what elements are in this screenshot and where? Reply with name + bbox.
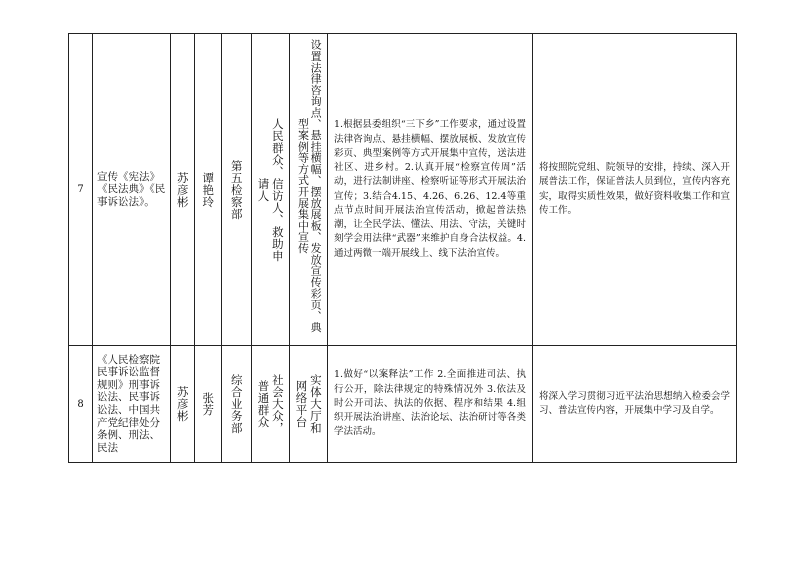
method-text: 实体大厅和网络平台: [294, 374, 323, 434]
method-text: 设置法律咨询点、悬挂横幅、摆放展板、发放宣传彩页、典型案例等方式开展集中宣传: [296, 39, 323, 333]
measures-cell: 将按照院党组、院领导的安排，持续、深入开展普法工作，保证普法人员到位，宣传内容充实，取得实质性效果，做好资料收集工作和宣传工作。: [533, 34, 737, 346]
target-cell: [252, 346, 290, 463]
method-cell: [290, 346, 328, 463]
plan-cell: 1.做好“以案释法”工作 2.全面推进司法、执行公开，除法律规定的特殊情况外 3.依法及时公开司法、执法的依据、程序和结果 4.组织开展法治讲座、法治论坛、法治研讨等各类学法活动。: [328, 346, 533, 463]
target-audience: 人民群众、信访人、救助申请人: [256, 117, 285, 262]
leader-name: 苏彦彬: [175, 171, 190, 208]
row-number: 8: [69, 346, 93, 463]
law-publicity-table: [68, 33, 737, 463]
content-cell: 宣传《宪法》《民法典》《民事诉讼法》。: [93, 34, 171, 346]
target-audience: 社会大众，普通群众: [256, 374, 285, 434]
person-name: 谭艳玲: [201, 171, 216, 208]
department-name: 第五检察部: [229, 159, 244, 220]
department-name: 综合业务部: [229, 374, 244, 434]
person-cell: [195, 346, 222, 463]
person-cell: [195, 34, 222, 346]
leader-cell: [171, 346, 195, 463]
content-cell: 《人民检察院民事诉讼监督规则》刑事诉讼法、民事诉讼法、中国共产党纪律处分条例、刑法、民法: [93, 346, 171, 463]
table-row: [69, 346, 737, 463]
row-number: 7: [69, 34, 93, 346]
dept-cell: [222, 346, 252, 463]
target-cell: [252, 34, 290, 346]
table-row: [69, 34, 737, 346]
method-cell: [290, 34, 328, 346]
person-name: 张芳: [201, 392, 216, 416]
leader-name: 苏彦彬: [175, 386, 190, 422]
leader-cell: [171, 34, 195, 346]
plan-cell: 1.根据县委组织“三下乡”工作要求，通过设置法律咨询点、悬挂横幅、摆放展板、发放宣传彩页、典型案例等方式开展集中宣传，送法进社区、进乡村。2.认真开展“检察宣传周”活动，进行法制讲座、检察听证等形式开展法治宣传；3.结合4.15、4.26、6.26、12.4等重点节点时间开展法治宣传活动，掀起普法热潮，让全民学法、懂法、用法、守法，关键时刻学会用法律“武器”来维护自身合法权益。4.通过两微一端开展线上、线下法治宣传。: [328, 34, 533, 346]
measures-cell: 将深入学习贯彻习近平法治思想纳入检委会学习、普法宣传内容，开展集中学习及自学。: [533, 346, 737, 463]
dept-cell: [222, 34, 252, 346]
